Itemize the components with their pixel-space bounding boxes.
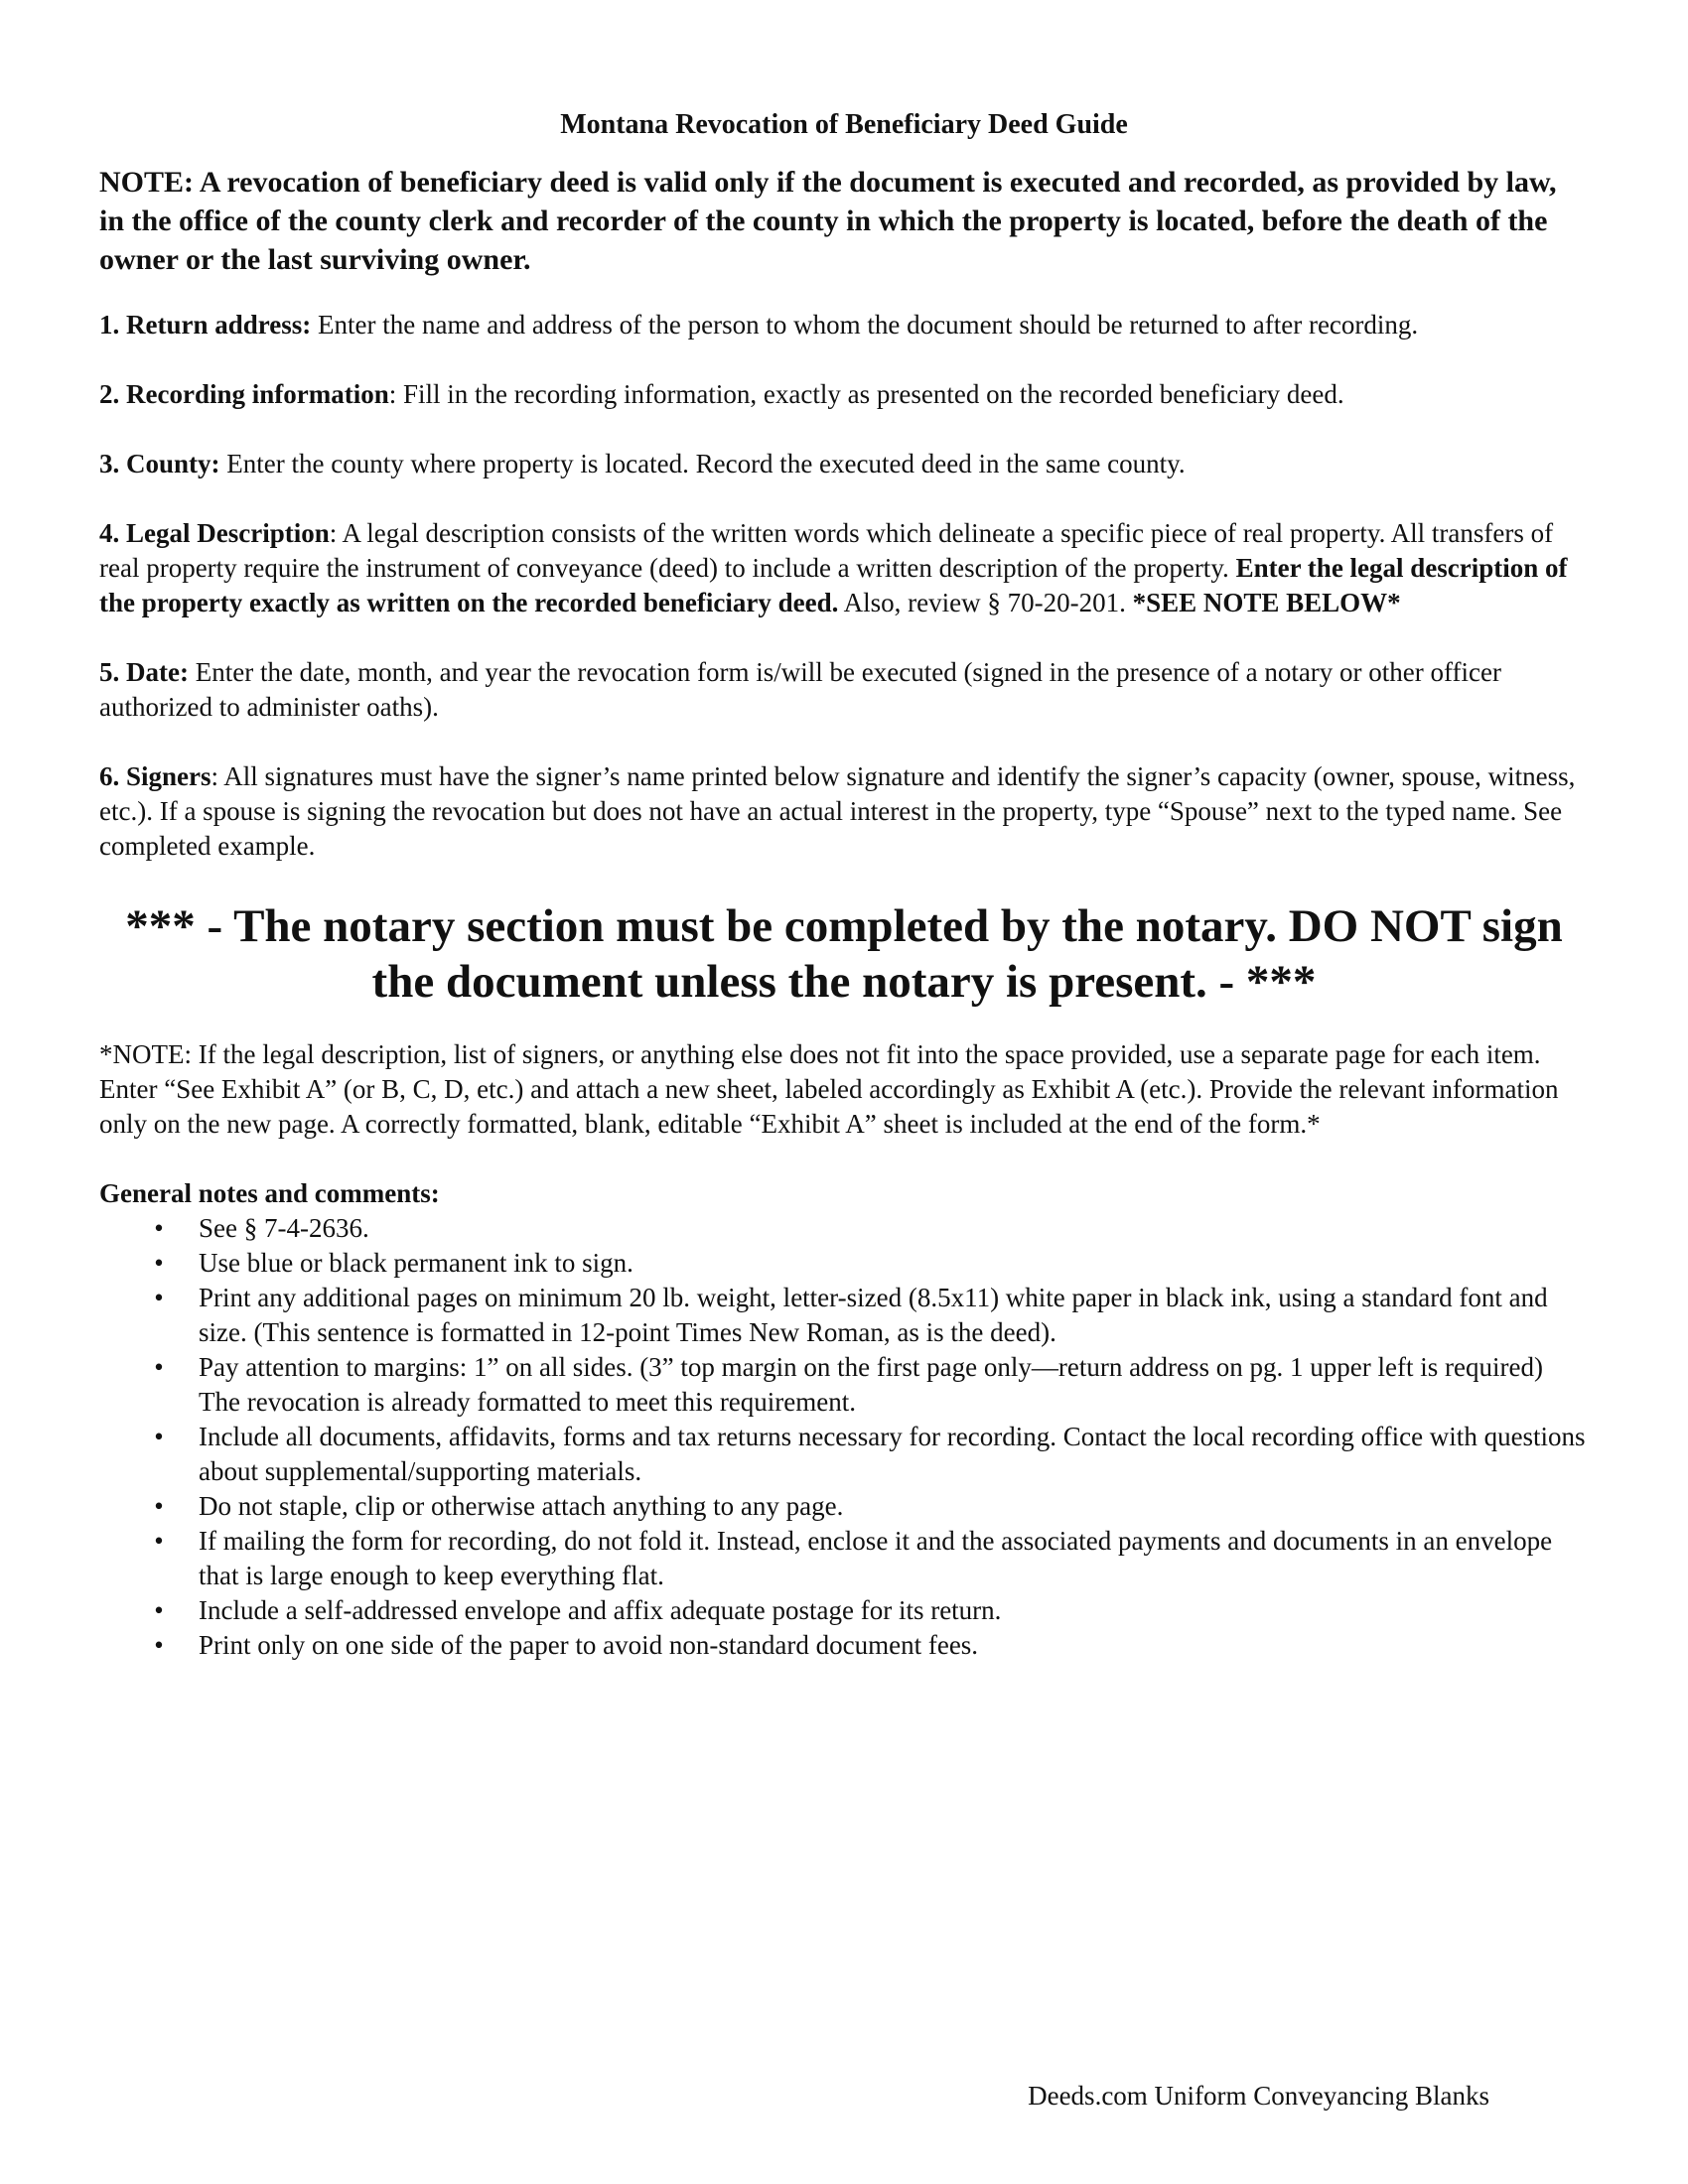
list-item-text: Do not staple, clip or otherwise attach anything to any page. [199, 1491, 844, 1521]
list-item [99, 1246, 1589, 1281]
list-item-text: Print only on one side of the paper to avoid non-standard document fees. [199, 1630, 979, 1660]
instruction-text: : A legal description consists of the written words which delineate a specific piece of real property. All transfers of real property require the instrument of conveyance (deed) to include a written description of the property. [99, 518, 1554, 583]
list-item-text: Print any additional pages on minimum 20 lb. weight, letter-sized (8.5x11) white paper in black ink, using a standard font and size. (This sentence is formatted in 12-point Times New Roman, as is the deed). [199, 1283, 1548, 1347]
instruction-text-after: Also, review § 70-20-201. [838, 588, 1133, 617]
instruction-return-address [99, 308, 1589, 342]
instruction-text: Enter the name and address of the person to whom the document should be returned to after recording. [311, 310, 1419, 340]
notary-warning: *** - The notary section must be completed by the notary. DO NOT sign the document unless the notary is present. - *** [125, 900, 1563, 1008]
instruction-text: Enter the date, month, and year the revocation form is/will be executed (signed in the presence of a notary or other officer authorized to administer oaths). [99, 657, 1501, 722]
bullet-icon: • [154, 1248, 164, 1278]
document-page [99, 107, 1589, 1663]
instruction-county [99, 447, 1589, 481]
bullet-icon: • [154, 1422, 164, 1451]
bullet-icon: • [154, 1491, 164, 1521]
list-item [99, 1420, 1589, 1489]
instruction-label: 5. Date: [99, 657, 189, 687]
list-item [99, 1211, 1589, 1246]
instruction-label: 4. Legal Description [99, 518, 330, 548]
general-notes-list [99, 1211, 1589, 1663]
instruction-text: : All signatures must have the signer’s name printed below signature and identify the signer’s capacity (owner, spouse, witness, etc.). If a spouse is signing the revocation but does not have an actual interest in the property, type “Spouse” next to the typed name. See completed example. [99, 761, 1576, 861]
page-footer: Deeds.com Uniform Conveyancing Blanks [1028, 2081, 1489, 2111]
instruction-label: 1. Return address: [99, 310, 312, 340]
exhibit-footnote: *NOTE: If the legal description, list of signers, or anything else does not fit into the space provided, use a separate page for each item. Enter “See Exhibit A” (or B, C, D, etc.) and attach a new sheet, labeled accordingly as Exhibit A (etc.). Provide the relevant information only on the new page. A correctly formatted, blank, editable “Exhibit A” sheet is included at the end of the form.* [99, 1039, 1559, 1139]
list-item [99, 1350, 1589, 1420]
page-title: Montana Revocation of Beneficiary Deed Guide [560, 109, 1128, 140]
list-item [99, 1524, 1589, 1593]
instruction-date [99, 655, 1589, 725]
bullet-icon: • [154, 1213, 164, 1243]
list-item [99, 1489, 1589, 1524]
bullet-icon: • [154, 1630, 164, 1660]
instruction-signers [99, 759, 1589, 864]
list-item-text: Pay attention to margins: 1” on all sides. (3” top margin on the first page only—return address on pg. 1 upper left is required) The revocation is already formatted to meet this requirement. [199, 1352, 1543, 1417]
bullet-icon: • [154, 1352, 164, 1382]
list-item-text: Use blue or black permanent ink to sign. [199, 1248, 633, 1278]
instruction-emphasis: Enter the legal description of the property exactly as written on the recorded beneficiary deed. [99, 553, 1568, 617]
list-item-text: See § 7-4-2636. [199, 1213, 369, 1243]
bullet-icon: • [154, 1283, 164, 1312]
bullet-icon: • [154, 1595, 164, 1625]
instruction-legal-description [99, 516, 1589, 620]
instruction-label: 2. Recording information [99, 379, 389, 409]
list-item [99, 1593, 1589, 1628]
list-item-text: Include all documents, affidavits, forms and tax returns necessary for recording. Contact the local recording office with questions about supplemental/supporting materials. [199, 1422, 1586, 1486]
instruction-recording-information [99, 377, 1589, 412]
list-item [99, 1628, 1589, 1663]
see-note-below: *SEE NOTE BELOW* [1132, 588, 1401, 617]
validity-note: NOTE: A revocation of beneficiary deed is valid only if the document is executed and recorded, as provided by law, in the office of the county clerk and recorder of the county in which the property is located, before the death of the owner or the last surviving owner. [99, 166, 1557, 276]
list-item [99, 1281, 1589, 1350]
general-notes-heading: General notes and comments: [99, 1178, 440, 1208]
list-item-text: Include a self-addressed envelope and affix adequate postage for its return. [199, 1595, 1002, 1625]
list-item-text: If mailing the form for recording, do not fold it. Instead, enclose it and the associated payments and documents in an envelope that is large enough to keep everything flat. [199, 1526, 1553, 1590]
instruction-label: 3. County: [99, 449, 220, 478]
instruction-label: 6. Signers [99, 761, 211, 791]
instruction-text: : Fill in the recording information, exactly as presented on the recorded beneficiary deed. [388, 379, 1344, 409]
bullet-icon: • [154, 1526, 164, 1556]
instruction-text: Enter the county where property is located. Record the executed deed in the same county. [219, 449, 1186, 478]
